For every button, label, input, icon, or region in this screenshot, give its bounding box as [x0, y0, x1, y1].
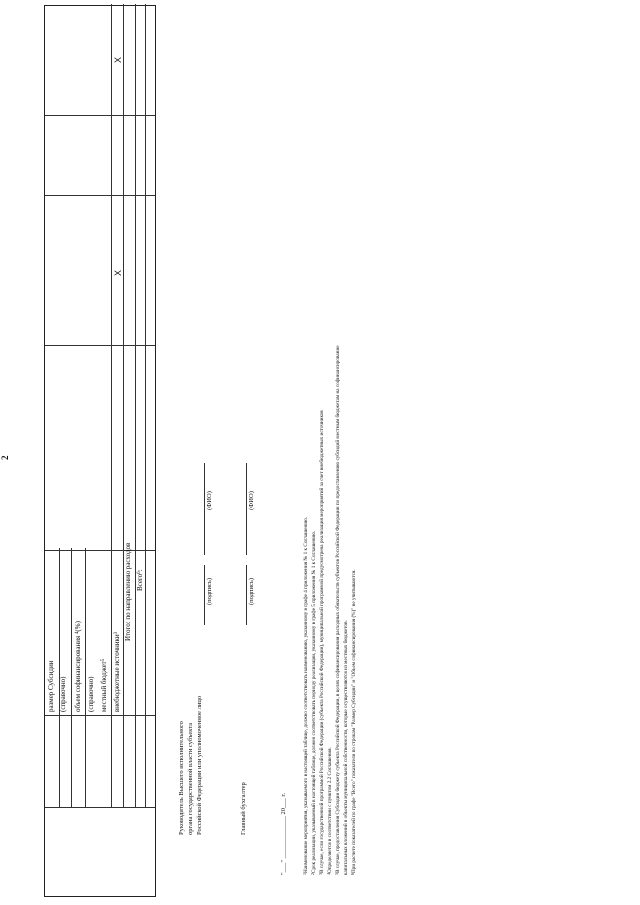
table-row-line: [135, 4, 136, 808]
row-label-reference: (справочно): [59, 676, 67, 712]
name-caption: (ФИО): [248, 491, 255, 510]
head-title-line: Российской Федерации или уполномоченное лицо: [196, 695, 203, 835]
signature-line: [204, 565, 205, 625]
footnote: $^3$В случае, если государственной программой Российской Федерации (субъекта Российской Федерации), муниципальной программой предусмотрена реализация мероприятий за счет внебюджетных источников: [318, 410, 325, 875]
row-label-subsidy-size: размер Субсидии: [47, 660, 55, 712]
row-label-grand-total: Всего$^6$:: [136, 569, 144, 591]
signature-caption: (подпись): [248, 578, 255, 605]
table-col-line: [45, 807, 155, 808]
table-col-line: [45, 550, 155, 551]
head-title-line: органа государственной власти субъекта: [187, 722, 194, 835]
table-col-line: [45, 115, 155, 116]
name-line: [204, 463, 205, 555]
footnote: $^5$В случае, предоставления Субсидии бюджету субъекта Российской Федерации, в целях софинансирования расходных обязательств субъектов Российской Федерации по предоставлению субсидий местным бюджетам на софинансирование: [334, 345, 341, 875]
date-line: "___" _____________ 20___ г.: [280, 793, 287, 875]
signature-caption: (подпись): [206, 578, 213, 605]
signature-line: [246, 565, 247, 625]
footnote: $^6$При расчете показателей по графе "Всего" показатели по строкам "Размер Субсидии" и "Объем софинансирования (%)" не учитываются.: [350, 569, 357, 875]
table-row-line: [71, 548, 72, 808]
table-col-line: [45, 715, 155, 716]
page-number: 2: [0, 455, 10, 460]
footnote: $^4$Определяется в соответствии с пунктом 2.2 Соглашения.: [326, 747, 333, 875]
name-caption: (ФИО): [206, 491, 213, 510]
row-label-extrabudget: внебюджетные источники$^3$: [113, 631, 121, 712]
name-line: [246, 463, 247, 555]
footnote: капитальных вложений в объекты муниципальной собственности, которые осуществляются из местных бюджетов.: [343, 620, 349, 875]
row-label-local-budget: местный бюджет$^5$: [100, 658, 108, 712]
head-title-line: Руководитель Высшего исполнительного: [178, 721, 185, 835]
table-row-line: [145, 4, 146, 808]
footnote: $^2$Срок реализации, указываемый в настоящей таблице, должен соответствовать периоду реализации, указанному в графе 5 приложения № 1 к Соглашению.: [310, 530, 317, 875]
table-row-line: [123, 4, 124, 808]
table-col-line: [45, 345, 155, 346]
row-label-total-direction: Итого: по направлению расходов: [124, 542, 132, 641]
footnote: $^1$Наименование мероприятия, указываемого в настоящей таблице, должно соответствовать наименованию, указанному в графе 4 приложения № 1 к Соглашению.: [302, 516, 309, 875]
row-label-cofinancing: объем софинансирования $^4$(%): [74, 621, 82, 712]
row-label-reference-2: (справочно): [87, 676, 95, 712]
x-mark: Х: [113, 56, 123, 63]
subsidy-table: [44, 5, 156, 897]
x-mark: Х: [113, 269, 123, 276]
table-row-line: [85, 548, 86, 808]
table-col-line: [45, 195, 155, 196]
accountant-title: Главный бухгалтер: [240, 782, 247, 835]
